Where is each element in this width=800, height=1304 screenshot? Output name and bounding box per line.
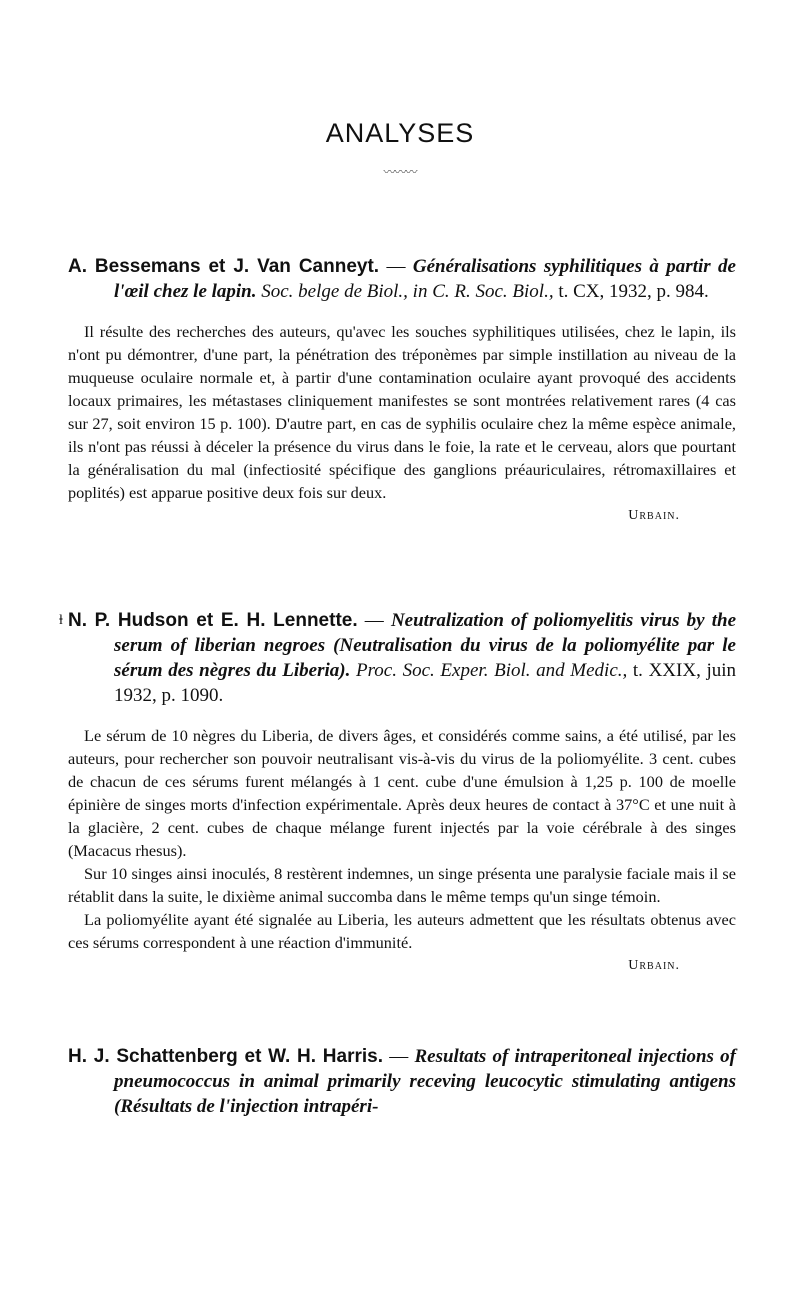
entry-heading bbox=[68, 254, 736, 304]
entry-title: Généralisations syphilitiques à partir de l'œil chez le lapin. bbox=[114, 256, 736, 302]
entry-citation: t. XXIX, juin 1932, p. 1090. bbox=[114, 660, 737, 706]
margin-mark: ⱡ bbox=[59, 613, 63, 628]
entry-authors: A. Bessemans et J. Van Canneyt. bbox=[68, 256, 380, 277]
entry-title: Neutralization of poliomyelitis virus by the serum of liberian negroes (Neutralisation du virus de la poliomyélite par le sérum des nègres du Liberia). bbox=[114, 610, 737, 681]
entry-authors: H. J. Schattenberg et W. H. Harris. bbox=[68, 1046, 384, 1067]
entry-paragraph: Sur 10 singes ainsi inoculés, 8 restèrent indemnes, un singe présenta une paralysie faciale mais il se rétablit dans la suite, le dixième animal succomba dans le même temps qu'un singe témoin. bbox=[68, 864, 736, 906]
entry-source: Soc. belge de Biol., in C. R. Soc. Biol., bbox=[261, 281, 554, 302]
entry-body bbox=[68, 320, 736, 527]
entry-source: Proc. Soc. Exper. Biol. and Medic., bbox=[355, 660, 628, 681]
entry-title: Resultats of intraperitoneal injections of pneumococcus in animal primarily receving leucocytic stimulating antigens (Résultats de l'injection intrapéri- bbox=[114, 1046, 736, 1117]
entry-dash: — bbox=[383, 1046, 415, 1067]
title-ornament: 〰〰〰 bbox=[383, 165, 417, 179]
entry-signature: Urbain. bbox=[628, 508, 680, 523]
entry-body bbox=[68, 724, 736, 977]
entry-authors: N. P. Hudson et E. H. Lennette. bbox=[68, 610, 358, 631]
entry-heading bbox=[68, 1044, 736, 1119]
entry-paragraph: La poliomyélite ayant été signalée au Liberia, les auteurs admettent que les résultats obtenus avec ces sérums correspondent à une réaction d'immunité. bbox=[68, 910, 736, 952]
entry-signature: Urbain. bbox=[628, 958, 680, 973]
abstract-entry bbox=[59, 608, 737, 977]
entry-dash: — bbox=[357, 610, 391, 631]
entry-paragraph: Le sérum de 10 nègres du Liberia, de divers âges, et considérés comme sains, a été utilisé, par les auteurs, pour rechercher son pouvoir neutralisant vis-à-vis du virus de la poliomyélite. 3 cent. cubes de chacun de ces sérums furent mélangés à 1 cent. cube d'une émulsion à 1,25 p. 100 de moelle épinière de singes morts d'infection expérimentale. Après deux heures de contact à 37°C et une nuit à la glacière, 2 cent. cubes de chaque mélange furent injectés par la voie cérébrale à des singes (Macacus rhesus). bbox=[68, 726, 736, 860]
entry-citation: t. CX, 1932, p. 984. bbox=[553, 281, 709, 302]
entry-dash: — bbox=[379, 256, 413, 277]
entry-heading bbox=[68, 608, 736, 708]
entry-paragraph: Il résulte des recherches des auteurs, qu'avec les souches syphilitiques utilisées, chez le lapin, ils n'ont pu démontrer, d'une part, la pénétration des tréponèmes par simple instillation au niveau de la muqueuse oculaire normale et, à partir d'une contamination oculaire ayant provoqué des accidents locaux primaires, les métastases cliniquement manifestes se sont montrées relativement rares (4 cas sur 27, soit environ 15 p. 100). D'autre part, en cas de syphilis oculaire chez la même espèce animale, ils n'ont pas réussi à déceler la présence du virus dans le foie, la rate et le cerveau, alors que pourtant la généralisation du mal (infectiosité spécifique des ganglions préauriculaires, rétromaxillaires et poplités) est apparue positive deux fois sur deux. bbox=[68, 322, 736, 502]
page-title: ANALYSES bbox=[325, 118, 475, 148]
abstract-entry bbox=[68, 1044, 736, 1119]
abstract-entry bbox=[68, 254, 736, 527]
